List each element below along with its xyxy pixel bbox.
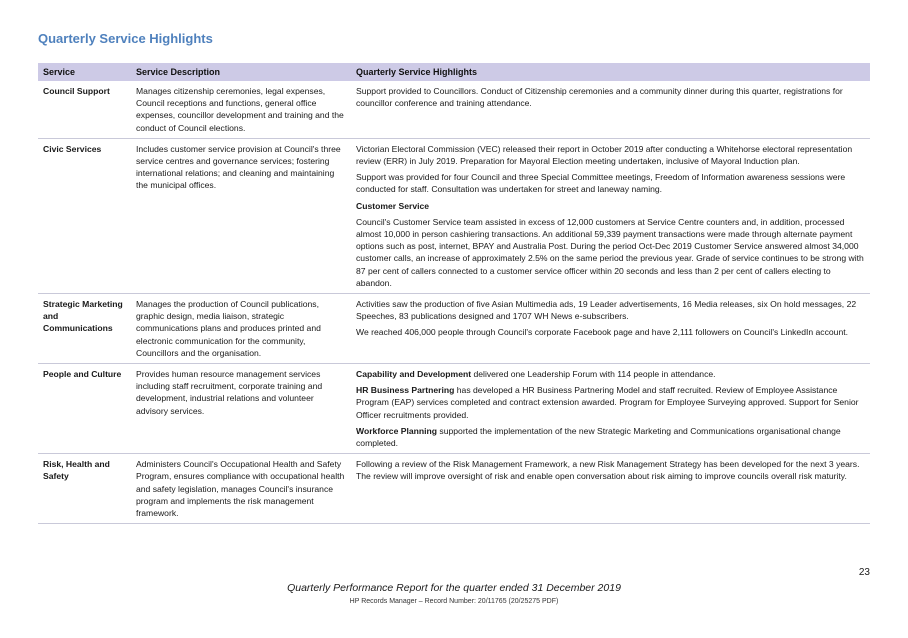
highlight-subheading: Customer Service (356, 200, 430, 211)
table-row (38, 294, 870, 364)
service-name: Civic Services (38, 138, 131, 293)
table-row (38, 81, 870, 138)
highlight-text: Support provided to Councillors. Conduct of Citizenship ceremonies and a community dinner during this quarter, registrations for councillor conference and training attendance. (356, 86, 843, 109)
service-description: Manages the production of Council publications, graphic design, media liaison, strategic communications plans and produces printed and electronic communication for the community, Councillors and the organisation. (131, 294, 351, 364)
highlight-text: Activities saw the production of five Asian Multimedia ads, 19 Leader advertisements, 16 Media releases, six On hold messages, 22 Speeches, 83 publications designed and 1707 WH News e-subscribers. (356, 299, 857, 322)
service-name: Strategic Marketing and Communications (38, 294, 131, 364)
table-header-row (38, 63, 870, 81)
highlight-paragraph (356, 143, 865, 167)
highlight-text: has developed a HR Business Partnering Model and staff recruited. Review of Employee Assistance Program (EAP) services completed and contract extension awarded. Program for Employee Surveying approved. Support for Senior Officer recruitments provided. (356, 385, 859, 420)
service-description: Administers Council's Occupational Health and Safety Program, ensures compliance with occupational health and safety legislation, manages Council's insurance program and implements the risk management framework. (131, 454, 351, 524)
highlight-paragraph (356, 425, 865, 449)
service-description: Manages citizenship ceremonies, legal expenses, Council receptions and functions, general office expenses, councillor development and training and the conduct of Council elections. (131, 81, 351, 138)
service-name: People and Culture (38, 364, 131, 454)
service-description: Provides human resource management services including staff recruitment, corporate training and development, industrial relations and volunteer advisory services. (131, 364, 351, 454)
table-row (38, 138, 870, 293)
footer-title: Quarterly Performance Report for the quarter ended 31 December 2019 (287, 582, 621, 594)
table-row (38, 454, 870, 524)
service-name: Risk, Health and Safety (38, 454, 131, 524)
table-row (38, 364, 870, 454)
highlight-text: Following a review of the Risk Management Framework, a new Risk Management Strategy has been developed for the next 3 years. The review will improve oversight of risk and enable open conversation about risk aiming to improve councils overall risk maturity. (356, 459, 860, 482)
highlight-paragraph (356, 85, 865, 109)
highlight-paragraph (356, 458, 865, 482)
highlight-text: supported the implementation of the new Strategic Marketing and Communications organisational change completed. (356, 425, 841, 449)
highlight-paragraph (356, 326, 865, 338)
highlights-table (38, 63, 870, 524)
header-highlights: Quarterly Service Highlights (351, 63, 870, 81)
highlight-paragraph (356, 384, 865, 421)
service-highlights (351, 138, 870, 293)
highlight-lead: HR Business Partnering (356, 385, 455, 396)
service-description: Includes customer service provision at Council's three service centres and governance services; fostering international relations; and cleaning and maintaining the municipal offices. (131, 138, 351, 293)
highlight-lead: Capability and Development (356, 369, 472, 380)
service-name: Council Support (38, 81, 131, 138)
page-number: 23 (858, 567, 870, 578)
service-highlights (351, 81, 870, 138)
service-highlights (351, 294, 870, 364)
highlight-text: We reached 406,000 people through Council's corporate Facebook page and have 2,111 followers on Council's LinkedIn account. (356, 327, 849, 338)
highlight-text: delivered one Leadership Forum with 114 people in attendance. (471, 369, 716, 380)
highlight-paragraph (356, 171, 865, 195)
service-highlights (351, 454, 870, 524)
highlight-paragraph (356, 298, 865, 322)
highlight-lead: Workforce Planning (356, 425, 438, 436)
header-description: Service Description (131, 63, 351, 81)
highlight-paragraph (356, 216, 865, 289)
highlight-text: Victorian Electoral Commission (VEC) released their report in October 2019 after conducting a Whitehorse electoral representation review (ERR) in July 2019. Preparation for Mayoral Election meeting undertaken, inclusive of Mayoral Induction plan. (356, 143, 853, 167)
service-highlights (351, 364, 870, 454)
highlight-text: Council's Customer Service team assisted in excess of 12,000 customers at Service Centre counters and, in addition, processed almost 10,000 in person cashiering transactions. An additional 59,339 payment transactions were made through alternate payment options such as post, internet, BPAY and Australia Post. During the period Oct-Dec 2019 Customer Service answered almost 34,000 customer calls, an increase of approximately 2.5% on the same period the previous year. Grade of service continues to be strong with 87 per cent of callers connected to a customer service officer within 20 seconds and less than 2 per cent of callers electing to abandon. (356, 216, 864, 288)
page-title: Quarterly Service Highlights (38, 31, 213, 46)
header-service: Service (38, 63, 131, 81)
footer-record-number: HP Records Manager – Record Number: 20/11765 (20/25275 PDF) (349, 598, 559, 605)
highlight-text: Support was provided for four Council and three Special Committee meetings, Freedom of Information awareness sessions were conducted for staff. Consultation was undertaken for street and laneway naming. (356, 172, 846, 195)
highlight-paragraph (356, 200, 865, 212)
highlight-paragraph (356, 368, 865, 380)
